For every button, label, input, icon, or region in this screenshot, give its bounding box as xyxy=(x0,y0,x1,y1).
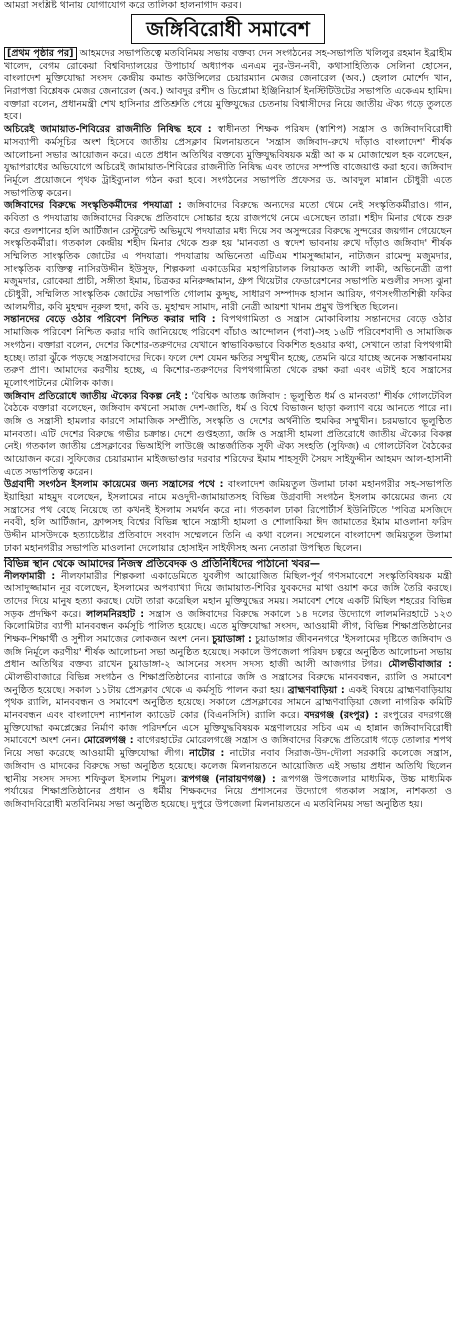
place-name: মৌলভীবাজার : xyxy=(388,659,452,671)
place-name: নীলফামারী : xyxy=(4,570,56,582)
regional-text: নাটোর নবাব সিরাজ-উদ-দৌলা সরকারি কলেজে সন্ত্রাস, জঙ্গিবাদ ও মাদকের বিরুদ্ধে সভা অনুষ্ঠিত হয়েছে। কলেজ মিলনায়তনে আয়োজিত এই সভায় প্রধান অতিথি ছিলেন স্থানীয় সংসদ সদস্য শফিকুল ইসলাম শিমুল। xyxy=(4,748,452,785)
place-name: নাটোর : xyxy=(189,748,225,760)
regional-text: সন্ত্রাস ও জঙ্গিবাদের বিরুদ্ধে সকালে ১৪ দলের উদ্যোগে লালমনিরহাটে ১২৩ কিলোমিটার ব্যাপী মানববন্ধন কর্মসূচি পালিত হয়েছে। এতে মুক্তিযোদ্ধা সংসদ, আওয়ামী লীগ, বিভিন্ন শিক্ষাপ্রতিষ্ঠানের শিক্ষক-শিক্ষার্থী ও সুশীল সমাজের লোকজন অংশ নেন। xyxy=(4,608,452,645)
regional-text: একই বিষয়ে ব্রাহ্মণবাড়িয়ায় পৃথক র‍্যালি, মানববন্ধন ও সমাবেশ অনুষ্ঠিত হয়েছে। সকালে প্রেসক্লাবের সামনে ব্রাহ্মণবাড়িয়া জেলা নাগরিক কমিটি মানববন্ধন এবং বাংলাদেশ ন্যাশনাল ক্যাডেট কোর (বিএনসিসি) র‍্যালি করে। xyxy=(4,684,452,722)
regional-text: রংপুরের বদরগঞ্জে মুক্তিযোদ্ধা কমপ্লেক্সের নির্মাণ কাজ পরিদর্শনে এসে মুক্তিযুদ্ধবিষয়ক মন্ত্রণালয়ের সচিব এম এ হান্নান জঙ্গিবাদবিরোধী সমাবেশে অংশ নেন। xyxy=(4,710,452,747)
place-name: মোরেলগঞ্জ : xyxy=(83,735,134,747)
section-paragraph xyxy=(4,200,452,314)
lead-text: আহমদের সভাপতিত্বে মতবিনিময় সভায় বক্তব্য দেন সংগঠনের সহ-সভাপতি খলিলুর রহমান ইব্রাহীম খালেদ, বেগম রোকেয়া বিশ্ববিদ্যালয়ের উপাচার্য অধ্যাপক এনএম নুর-উন-নবী, কথাসাহিত্যিক সেলিনা হোসেন, বাংলাদেশ মুক্তিযোদ্ধা সংসদ কেন্দ্রীয় কমান্ড কাউন্সিলের চেয়ারম্যান মেজর জেনারেল (অব.) হেলাল মোর্শেদ খান, নিরাপত্তা বিশ্লেষক মেজর জেনারেল (অব.) আবদুর রশীদ ও ডিপ্লোমা ইঞ্জিনিয়ার্স ইনস্টিটিউটের সভাপতি একেএম হামিদ। বক্তারা বলেন, প্রধানমন্ত্রী শেখ হাসিনার প্রতিশ্রুতি পেয়ে মুক্তিযুদ্ধের চেতনায় বিশ্বাসীদের নিয়ে জাতীয় ঐক্য গড়ে তুলতে হবে। xyxy=(4,48,452,123)
section-body: বিপথগামিতা ও সন্ত্রাস মোকাবিলায় সন্তানদের বেড়ে ওঠার সামাজিক পরিবেশ নিশ্চিত করার দাবি জানিয়েছে পরিবেশ বাঁচাও আন্দোলন (পবা)-সহ ১৬টি পরিবেশবাদী ও সামাজিক সংগঠন। বক্তারা বলেন, দেশের কিশোর-তরুণদের যেখানে স্বাভাবিকভাবে বিকশিত হওয়ার কথা, সেখানে তারা বিপথগামী হচ্ছে। তারা ঝুঁকে পড়ছে সন্ত্রাসবাদের দিকে। ফলে দেশ যেমন ক্ষতির সম্মুখীন হচ্ছে, তেমনি ঝরে যাচ্ছে অনেক সম্ভাবনাময় তরুণ প্রাণ। আমাদের করণীয় হচ্ছে, এ কিশোর-তরুণদের বিপথগামিতা থেকে রক্ষা করা এবং এটাই হবে সন্ত্রাসের মূলোৎপাটনের মৌলিক কাজ। xyxy=(4,314,452,389)
headline-container xyxy=(4,14,452,44)
article-body xyxy=(4,48,452,812)
section-paragraph xyxy=(4,391,452,480)
article-headline: জঙ্গিবিরোধী সমাবেশ xyxy=(131,14,325,44)
regional-news xyxy=(4,571,452,812)
regional-text: চুয়াডাঙ্গার জীবননগরে 'ইসলামের দৃষ্টিতে জঙ্গিবাদ ও জঙ্গি নির্মূলে করণীয়' শীর্ষক আলোচনা সভা অনুষ্ঠিত হয়েছে। সকালে উপজেলা পরিষদ চত্বরে অনুষ্ঠিত আলোচনা সভায় প্রধান অতিথির বক্তব্য রাখেন চুয়াডাঙ্গা-২ আসনের সংসদ সদস্য হাজী আলী আজগার টগর। xyxy=(4,633,452,671)
section-title: উগ্রবাদী সংগঠন ইসলাম কায়েমের জন্য সন্ত্রাসের পথে : xyxy=(4,479,224,491)
previous-article-tail: আমরা সংশ্লিষ্ট থানায় যোগাযোগ করে তালিকা হালনাগাদ করব। xyxy=(4,0,242,11)
regional-text: রূপগঞ্জ উপজেলার মাধ্যমিক, উচ্চ মাধ্যমিক পর্যায়ের শিক্ষাপ্রতিষ্ঠানের প্রধান ও ধর্মীয় শিক্ষকদের নিয়ে প্রশাসনের উদ্যোগে গতকাল সন্ত্রাস, নাশকতা ও জঙ্গিবাদবিরোধী মতবিনিময় সভা অনুষ্ঠিত হয়েছে। দুপুরে উপজেলা মিলনায়তনে এ মতবিনিময় সভা অনুষ্ঠিত হয়। xyxy=(4,773,452,810)
section-paragraph xyxy=(4,479,452,555)
regional-text: নীলফামারীর শিল্পকলা একাডেমিতে যুবলীগ আয়োজিত মিছিল-পূর্ব গণসমাবেশে সংস্কৃতিবিষয়ক মন্ত্রী আসাদুজ্জামান নূর বলেছেন, ইসলামের অপব্যাখ্যা দিয়ে জামায়াত-শিবির যুবকদের মাথা ওয়াশ করে জঙ্গি তৈরি করছে। তাদের দিয়ে মানুষ হত্যা করছে। যেটা তারা করেছিল মহান মুক্তিযুদ্ধের সময়। সমাবেশ শেষে একটি মিছিল শহরের বিভিন্ন সড়ক প্রদক্ষিণ করে। xyxy=(4,570,453,620)
place-name: বদরগঞ্জ (রংপুর) : xyxy=(304,710,379,722)
continuation-tag: [প্রথম পৃষ্ঠার পর] xyxy=(4,47,77,60)
section-title: সন্তানদের বেড়ে ওঠার পরিবেশ নিশ্চিত করার দাবি : xyxy=(4,314,216,326)
section-title: জঙ্গিবাদ প্রতিরোধে জাতীয় ঐক্যের বিকল্প নেই : xyxy=(4,390,189,402)
lead-paragraph xyxy=(4,48,452,124)
place-name: ব্রাহ্মণবাড়িয়া : xyxy=(287,684,345,696)
section-paragraph xyxy=(4,314,452,390)
place-name: রূপগঞ্জ (নারায়ণগঞ্জ) : xyxy=(181,773,276,785)
section-body: জঙ্গিবাদের বিরুদ্ধে অন্যদের মতো থেমে নেই সংস্কৃতিকর্মীরাও। গান, কবিতা ও পদযাত্রায় জঙ্গিবাদের বিরুদ্ধে প্রতিবাদে সোচ্চার হয়ে রাজপথে নেমে এসেছেন তারা। শহীদ মিনার থেকে শুরু করে গুলশানের হলি আর্টিজান রেস্টুরেন্ট অভিমুখে পদযাত্রার মধ্য দিয়ে সব অসুন্দরের বিরুদ্ধে সুন্দরের জয়গান গেয়েছেন সংস্কৃতিকর্মীরা। গতকাল কেন্দ্রীয় শহীদ মিনার থেকে শুরু হয় 'মানবতা ও স্বদেশ ভাবনায় রুখে দাঁড়াও জঙ্গিবাদ' শীর্ষক সম্মিলিত সাংস্কৃতিক জোটের এ পদযাত্রা। পদযাত্রায় অভিনেতা এটিএম শামসুজ্জামান, নাট্যজন রামেন্দু মজুমদার, সাংস্কৃতিক ব্যক্তিত্ব নাসিরউদ্দীন ইউসুফ, শিল্পকলা একাডেমির মহাপরিচালক লিয়াকত আলী লাকী, অভিনেত্রী ত্রপা মজুমদার, রোকেয়া প্রাচী, সঙ্গীতা ইমাম, চিত্রকর মনিরুজ্জামান, গ্রুপ থিয়েটার ফেডারেশনের সভাপতি মণ্ডলীর সদস্য ঝুনা চৌধুরী, সম্মিলিত সাংস্কৃতিক জোটের সভাপতি গোলাম কুদ্দুছ, সাধারণ সম্পাদক হাসান আরিফ, গণসংগীতশিল্পী ফকির আলমগীর, কবি মুহম্মদ নূরুল হুদা, কবি ড. মুহাম্মদ সামাদ, নারী নেত্রী আয়শা খানম প্রমুখ উপস্থিত ছিলেন। xyxy=(4,200,452,313)
regional-text: বাগেরহাটের মোরেলগঞ্জে সন্ত্রাস ও জঙ্গিবাদের বিরুদ্ধে প্রতিরোধ গড়ে তোলার শপথ নিয়ে সভা করেছে আওয়ামী মুক্তিযোদ্ধা লীগ। xyxy=(4,735,453,760)
regional-news-title: বিভিন্ন স্থান থেকে আমাদের নিজস্ব প্রতিবেদক ও প্রতিনিধিদের পাঠানো খবর— xyxy=(4,557,452,571)
section-body: 'বৈশ্বিক আতঙ্ক জঙ্গিবাদ : ভূলুণ্ঠিত ধর্ম ও মানবতা' শীর্ষক গোলটেবিল বৈঠকে বক্তারা বলেছেন, জঙ্গিবাদ কখনো সমাজ দেশ-জাতি, ধর্ম ও বিশ্বে বিভাজন ছাড়া কল্যাণ বয়ে আনতে পারে না। জঙ্গি ও সন্ত্রাসী হামলার কারণে সামাজিক সম্প্রীতি, সংস্কৃতি ও দেশের অর্থনীতি হুমকির সম্মুখীন। চরমভাবে ভূলুণ্ঠিত মানবতা। এটি দেশের বিরুদ্ধে গভীর চক্রান্ত। দেশে গুপ্তহত্যা, জঙ্গি ও সন্ত্রাসী হামলা প্রতিরোধে জাতীয় ঐক্যের বিকল্প নেই। গতকাল জাতীয় প্রেসক্লাবের ভিআইপি লাউঞ্জে আন্তর্জাতিক সুফী ঐক্য সংহতি (সুফিজ) এ গোলটেবিল বৈঠকের আয়োজন করে। সুফিজের চেয়ারম্যান মাইজভাণ্ডার দরবার শরিফের ইমাম শাহসূফী সৈয়দ সাইফুদ্দীন আহমদ আল-হাসানী এতে সভাপতিত্ব করেন। xyxy=(4,390,452,478)
section-title: অচিরেই জামায়াত-শিবিরের রাজনীতি নিষিদ্ধ হবে : xyxy=(4,124,212,136)
place-name: লালমনিরহাট : xyxy=(86,608,145,620)
section-body: বাংলাদেশ জমিয়তুল উলামা ঢাকা মহানগরীর সহ-সভাপতি ইয়াহিয়া মাহমুদ বলেছেন, ইসলামের নামে মওদুদী-জামায়াতসহ বিভিন্ন উগ্রবাদী সংগঠন ইসলাম কায়েমের জন্য যে সন্ত্রাসের পথ বেছে নিয়েছে তা কখনই ইসলাম সমর্থন করে না। গতকাল ঢাকা রিপোর্টার্স ইউনিটিতে 'পবিত্র মসজিদে নববী, হলি আর্টিজান, ফ্রান্সসহ বিশ্বের বিভিন্ন স্থানে সন্ত্রাসী হামলা ও শোলাকিয়া ঈদ জামাতের ইমাম মাওলানা ফরিদ উদ্দীন মাসউদকে হত্যাচেষ্টার প্রতিবাদে সংবাদ সম্মেলনে তিনি এ কথা বলেন। সম্মেলনে বাংলাদেশ জমিয়তুল উলামা ঢাকা মহানগরীর সভাপতি মাওলানা দেলোয়ার হোসাইন সাইফীসহ অন্য নেতারা উপস্থিত ছিলেন। xyxy=(4,479,452,554)
regional-text: মৌলভীবাজারে বিভিন্ন সংগঠন ও শিক্ষাপ্রতিষ্ঠানের ব্যানারে জঙ্গি ও সন্ত্রাসের বিরুদ্ধে মানববন্ধন, র‍্যালি ও সমাবেশ অনুষ্ঠিত হয়েছে। সকাল ১১টায় প্রেসক্লাব থেকে এ কর্মসূচি পালন করা হয়। xyxy=(4,672,452,696)
section-paragraph xyxy=(4,124,452,200)
section-body: স্বাধীনতা শিক্ষক পরিষদ (স্বাশিপ) সন্ত্রাস ও জঙ্গিবাদবিরোধী মাসব্যাপী কর্মসূচির অংশ হিসেবে জাতীয় প্রেসক্লাব মিলনায়তনে 'সন্ত্রাস জঙ্গিবাদ-রুখে দাঁড়াও বাংলাদেশ' শীর্ষক আলোচনা সভার আয়োজন করে। এতে প্রধান অতিথির বক্তব্যে মুক্তিযুদ্ধবিষয়ক মন্ত্রী আ ক ম মোজাম্মেল হক বলেছেন, যুদ্ধাপরাধের অভিযোগে অচিরেই জামায়াত-শিবিরের রাজনীতি নিষিদ্ধ এবং তাদের সম্পত্তি বাজেয়াপ্ত করা হবে। জঙ্গিবাদ নির্মূলে প্রয়োজনে পৃথক ট্রাইব্যুনাল গঠন করা হবে। সংগঠনের সভাপতি প্রফেসর ড. আবদুল মান্নান চৌধুরী এতে সভাপতিত্ব করেন। xyxy=(4,124,452,199)
section-title: জঙ্গিবাদের বিরুদ্ধে সংস্কৃতিকর্মীদের পদযাত্রা : xyxy=(4,200,182,212)
place-name: চুয়াডাঙ্গা : xyxy=(212,633,252,645)
